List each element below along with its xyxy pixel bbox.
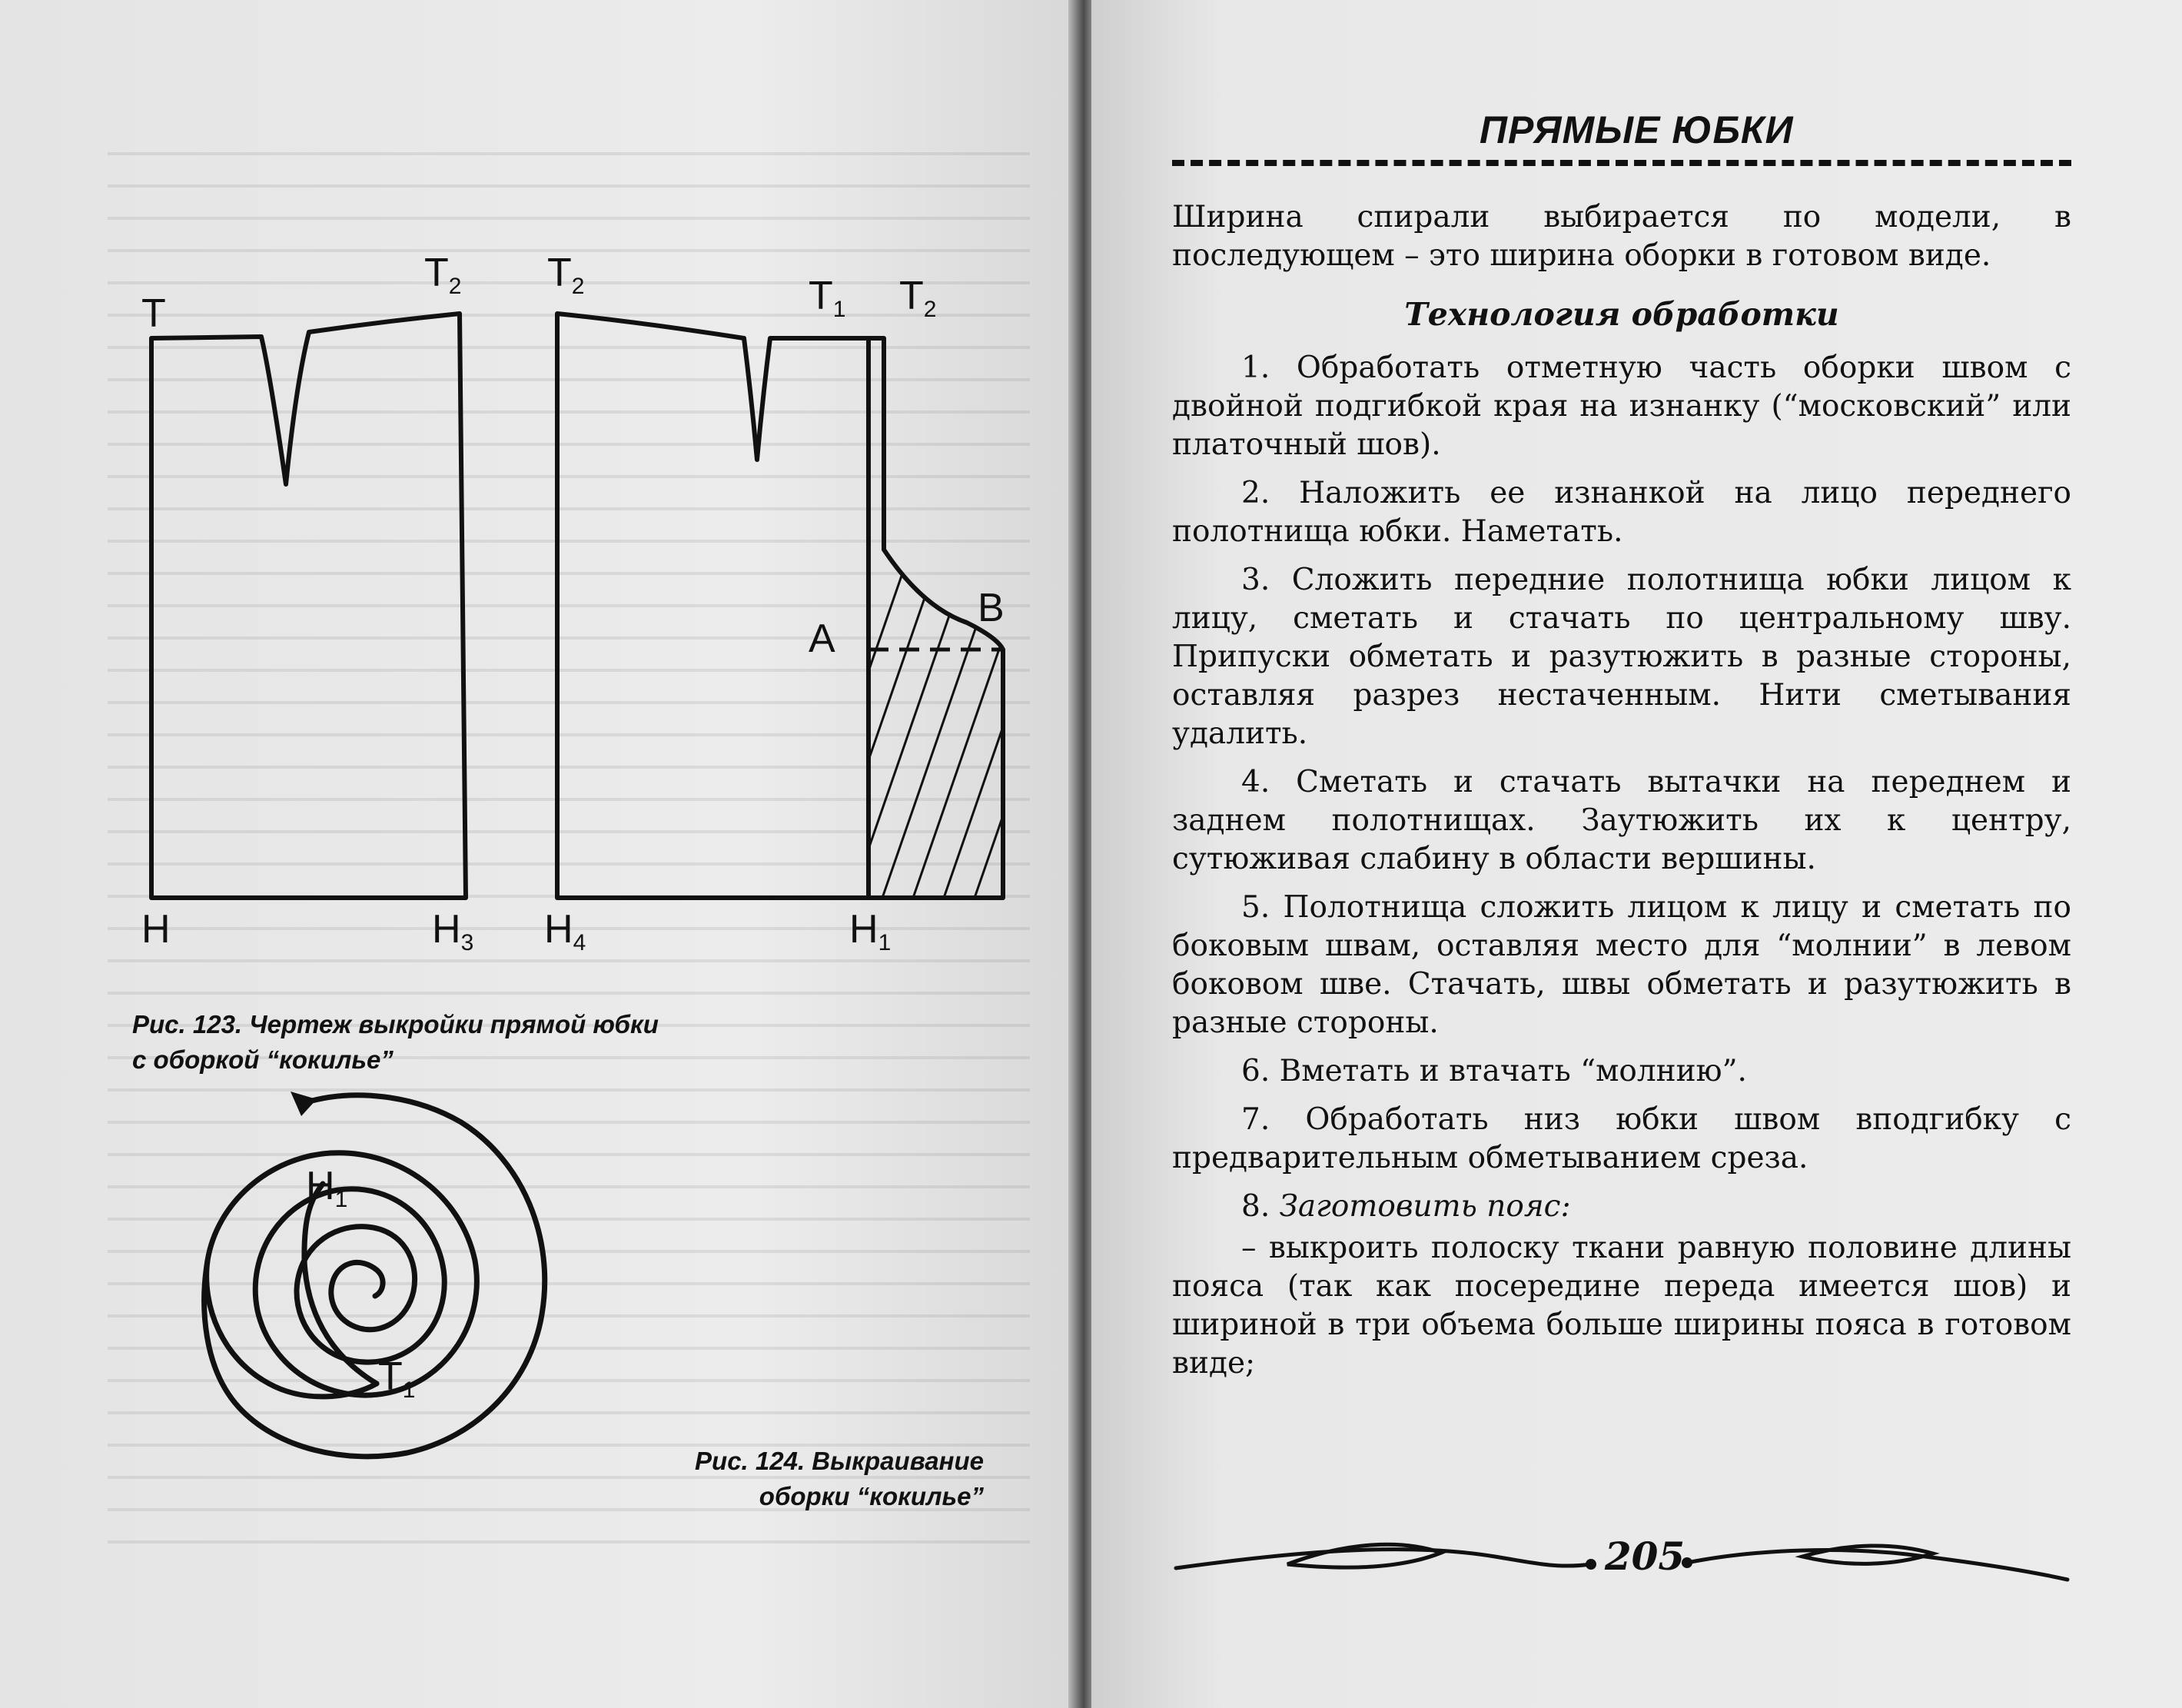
label-back-t1: T1 [809, 274, 846, 322]
label-front-h3: H3 [432, 907, 474, 955]
label-back-t2-left: T2 [547, 251, 585, 299]
step-4: 4. Сметать и стачать вытачки на переднем и заднем полотнищах. Заутюжить их к центру, сутюживая слабину в области вершины. [1172, 765, 2071, 876]
step-5: 5. Полотнища сложить лицом к лицу и сметать по боковым швам, оставляя место для “молнии” в левом боковом шве. Стачать, швы обметать и разутюжить в разные стороны. [1172, 890, 2071, 1040]
spiral-outer-arc [304, 1184, 377, 1384]
label-front-t: T [141, 291, 166, 336]
step-8-number: 8. [1241, 1189, 1270, 1224]
page-number: 205 [1604, 1534, 1685, 1579]
figure-123-caption-line2: с оборкой “кокилье” [132, 1045, 394, 1074]
figure-124-caption [653, 1444, 984, 1514]
step-6: 6. Вметать и втачать “молнию”. [1241, 1054, 1747, 1088]
step-1: 1. Обработать отметную часть оборки швом с двойной подгибкой края на изнанку (“московский” или платочный шов). [1172, 351, 2071, 462]
figure-124-caption-line1: Рис. 124. Выкраивание [695, 1447, 984, 1475]
section-title: Технология обработки [1404, 296, 1839, 333]
figure-124-caption-line2: оборки “кокилье” [759, 1481, 984, 1510]
figure-123-caption [132, 1007, 732, 1077]
spiral-pattern [204, 1095, 545, 1457]
step-7: 7. Обработать низ юбки швом вподгибку с предварительным обметыванием среза. [1172, 1102, 2071, 1175]
spiral-arrow-icon [291, 1092, 317, 1116]
ornament-left-loop [1287, 1544, 1441, 1567]
label-back-t2-right: T2 [899, 274, 937, 322]
front-skirt-pattern [151, 314, 466, 898]
back-skirt-outline [557, 314, 1003, 898]
label-back-a: A [809, 616, 835, 661]
label-spiral-t1: T1 [378, 1354, 416, 1403]
step-8 [1172, 1188, 2071, 1226]
label-back-b: B [978, 586, 1005, 630]
intro-paragraph: Ширина спирали выбирается по модели, в последующем – это ширина оборки в готовом виде. [1172, 200, 2071, 273]
label-back-h1: H1 [849, 907, 892, 955]
step-8-text: – выкроить полоску ткани равную половине длины пояса (так как посередине переда имеется шов) и шириной в три объема больше ширины пояса в готовом виде; [1172, 1231, 2071, 1381]
step-2: 2. Наложить ее изнанкой на лицо переднего полотнища юбки. Наметать. [1172, 476, 2071, 549]
step-8-label: Заготовить пояс: [1279, 1189, 1571, 1224]
label-front-h: H [141, 907, 171, 952]
label-back-h4: H4 [544, 907, 586, 955]
body-text [1172, 198, 2071, 1393]
step-3: 3. Сложить передние полотнища юбки лицом к лицу, сметать и стачать по центральному шву. Припуски обметать и разутюжить в разные стороны, оставляя разрез нестаченным. Нити сметывания удалить. [1172, 563, 2071, 751]
back-skirt-pattern [557, 314, 1003, 898]
label-front-t2: T2 [424, 251, 462, 299]
left-page [0, 0, 1076, 1708]
front-skirt-outline [151, 314, 466, 898]
dashed-rule [1172, 160, 2071, 166]
label-spiral-h1: H1 [306, 1164, 348, 1212]
running-head: ПРЯМЫЕ ЮБКИ [1480, 108, 1794, 151]
figure-123-caption-line1: Рис. 123. Чертеж выкройки прямой юбки [132, 1010, 659, 1038]
